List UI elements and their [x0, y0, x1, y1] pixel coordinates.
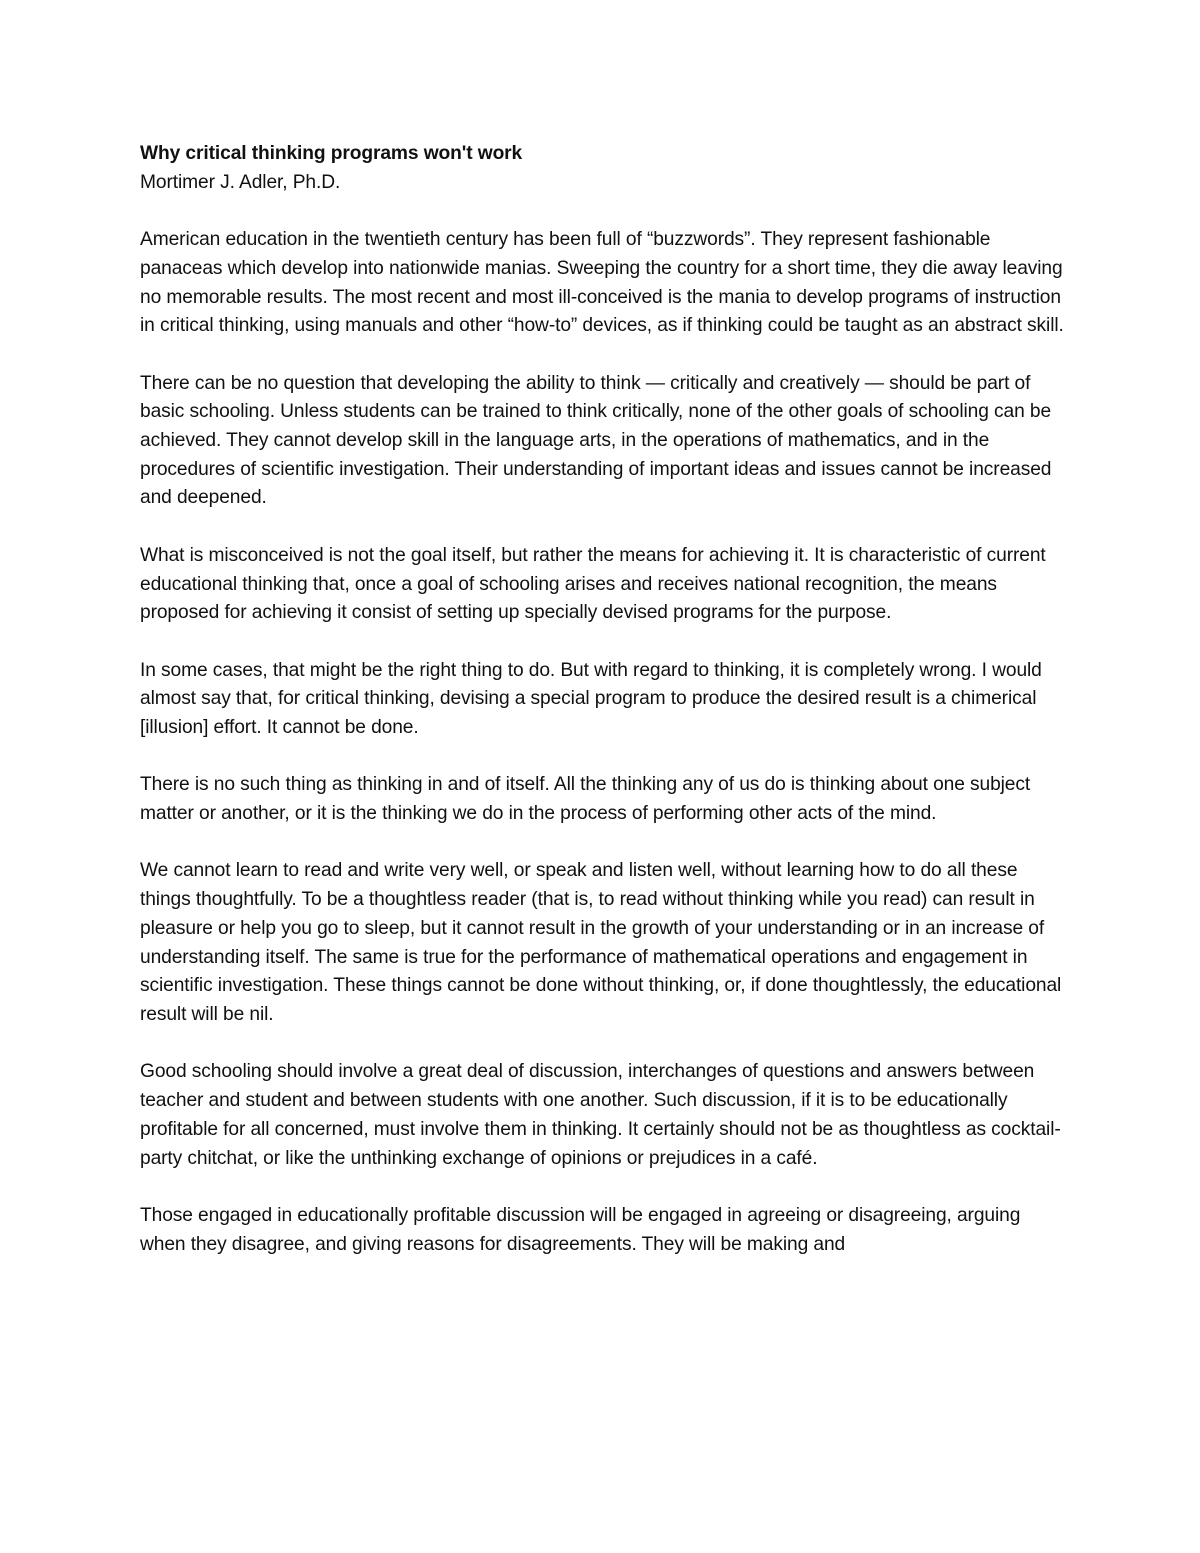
paragraph: Good schooling should involve a great deal of discussion, interchanges of questions and answers between teacher and student and between students with one another. Such discussion, if it is to be educationally profitable for all concerned, must involve them in thinking. It certainly should not be as thoughtless as cocktail-party chitchat, or like the unthinking exchange of opinions or prejudices in a café.: [140, 1061, 1061, 1169]
paragraph: There is no such thing as thinking in and of itself. All the thinking any of us do is thinking about one subject matter or another, or it is the thinking we do in the process of performing other acts of the mind.: [140, 774, 1031, 825]
paragraph: American education in the twentieth century has been full of “buzzwords”. They represent fashionable panaceas which develop into nationwide manias. Sweeping the country for a short time, they die away leaving no memorable results. The most recent and most ill-conceived is the mania to develop programs of instruction in critical thinking, using manuals and other “how-to” devices, as if thinking could be taught as an abstract skill.: [140, 229, 1064, 337]
paragraph: We cannot learn to read and write very well, or speak and listen well, without learning how to do all these things thoughtfully. To be a thoughtless reader (that is, to read without thinking while you read) can result in pleasure or help you go to sleep, but it cannot result in the growth of your understanding or in an increase of understanding itself. The same is true for the performance of mathematical operations and engagement in scientific investigation. These things cannot be done without thinking, or, if done thoughtlessly, the educational result will be nil.: [140, 860, 1062, 1025]
paragraph: What is misconceived is not the goal itself, but rather the means for achieving it. It is characteristic of current educational thinking that, once a goal of schooling arises and receives national recognition, the means proposed for achieving it consist of setting up specially devised programs for the purpose.: [140, 544, 1046, 624]
document-title: Why critical thinking programs won't work: [140, 143, 523, 164]
paragraph: There can be no question that developing the ability to think — critically and creatively — should be part of basic schooling. Unless students can be trained to think critically, none of the other goals of schooling can be achieved. They cannot develop skill in the language arts, in the operations of mathematics, and in the procedures of scientific investigation. Their understanding of important ideas and issues cannot be increased and deepened.: [140, 372, 1052, 509]
document-body: [140, 140, 1070, 1259]
paragraph: In some cases, that might be the right thing to do. But with regard to thinking, it is completely wrong. I would almost say that, for critical thinking, devising a special program to produce the desired result is a chimerical [illusion] effort. It cannot be done.: [140, 659, 1042, 738]
paragraph: Those engaged in educationally profitable discussion will be engaged in agreeing or disagreeing, arguing when they disagree, and giving reasons for disagreements. They will be making and: [140, 1204, 1021, 1255]
document-author: Mortimer J. Adler, Ph.D.: [140, 171, 341, 193]
